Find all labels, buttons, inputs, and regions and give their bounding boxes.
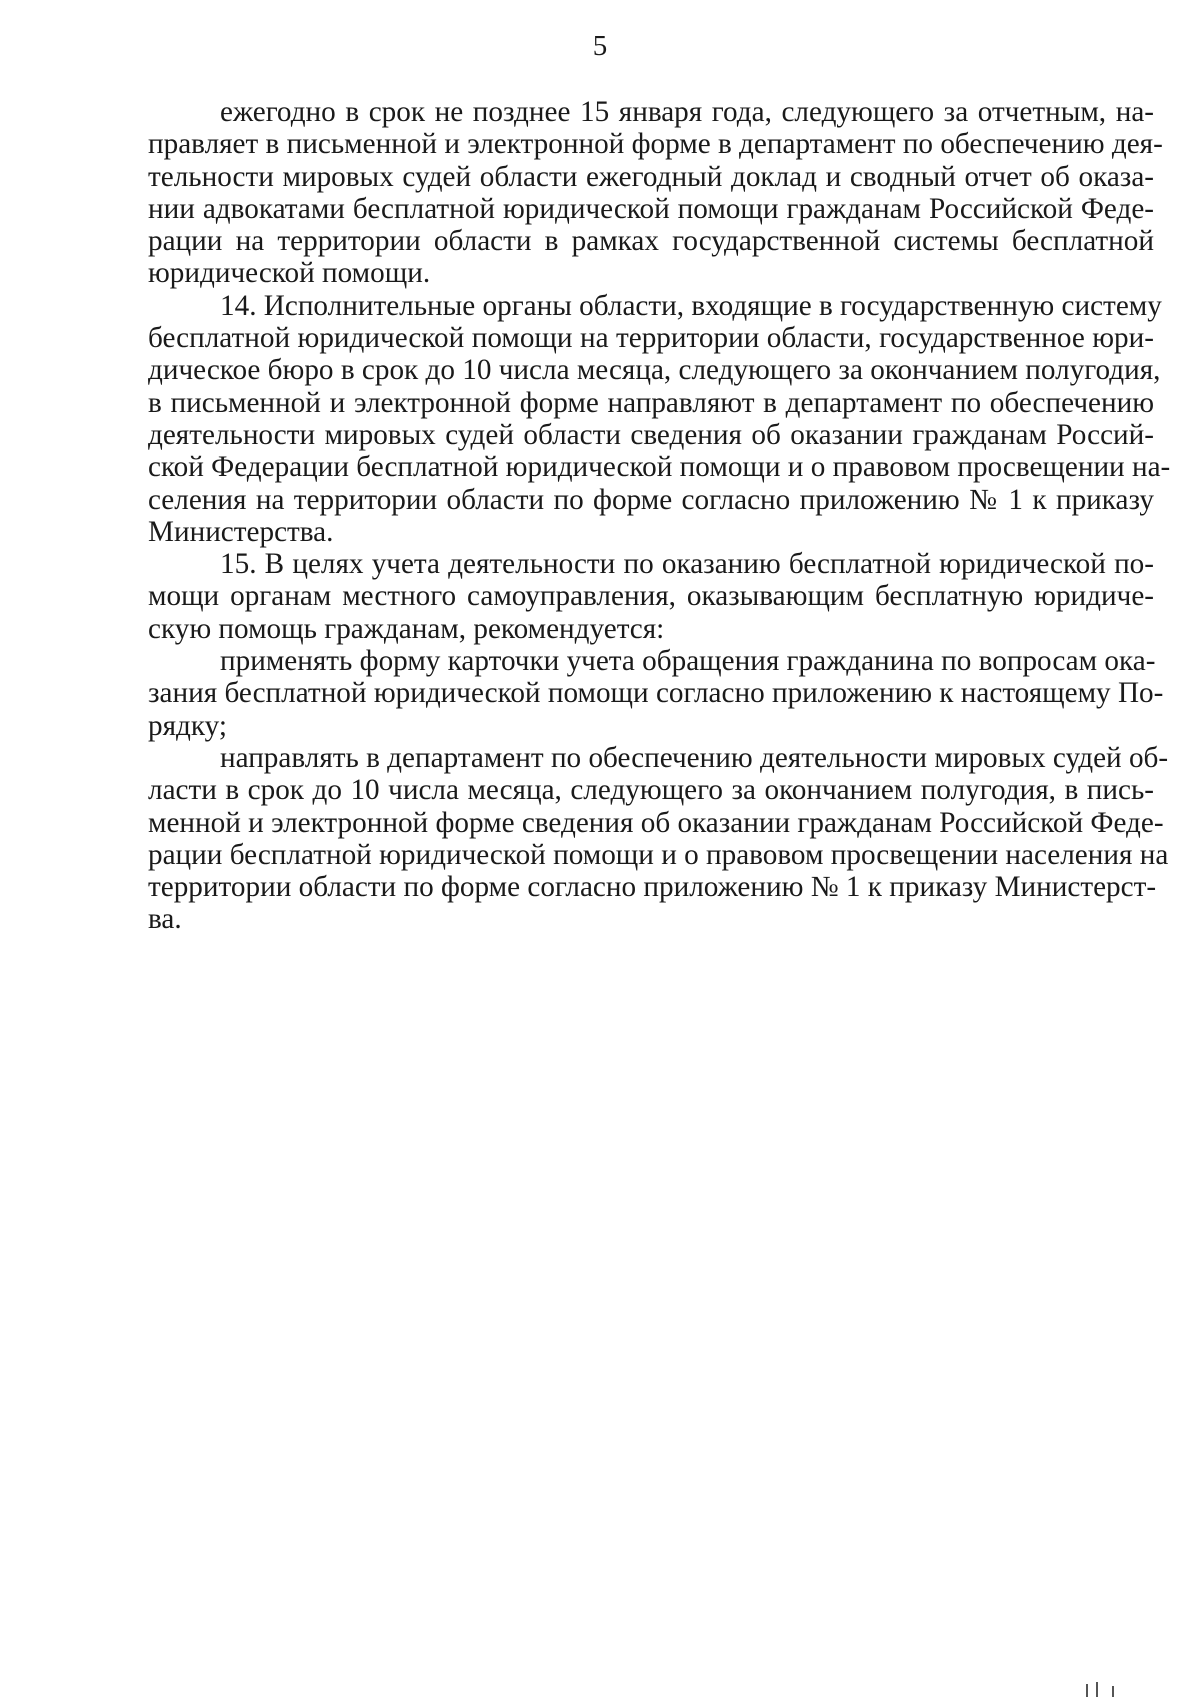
- scan-artifact: [1112, 1686, 1114, 1697]
- text-line: применять форму карточки учета обращения гражданина по вопросам ока-: [220, 645, 1156, 678]
- text-line: юридической помощи.: [148, 257, 431, 290]
- text-line: бесплатной юридической помощи на территории области, государственное юри-: [148, 322, 1154, 355]
- text-line: направлять в департамент по обеспечению деятельности мировых судей об-: [220, 741, 1169, 774]
- scan-artifact: [1096, 1682, 1098, 1697]
- text-line: селения на территории области по форме согласно приложению № 1 к приказу: [148, 483, 1154, 516]
- paragraph-p13-cont: [148, 96, 1163, 290]
- text-line: нии адвокатами бесплатной юридической помощи гражданам Российской Феде-: [148, 192, 1154, 225]
- text-line: мощи органам местного самоуправления, оказывающим бесплатную юридиче-: [148, 580, 1154, 613]
- text-line: рядку;: [148, 709, 227, 742]
- document-body: [148, 96, 1171, 936]
- text-line: ежегодно в срок не позднее 15 января года, следующего за отчетным, на-: [220, 96, 1154, 128]
- text-line: скую помощь гражданам, рекомендуется:: [148, 612, 665, 645]
- page-number: 5: [592, 30, 608, 62]
- paragraph-p15: [148, 548, 1154, 645]
- text-line: территории области по форме согласно приложению № 1 к приказу Министерст-: [148, 871, 1157, 904]
- text-line: ласти в срок до 10 числа месяца, следующего за окончанием полугодия, в пись-: [148, 774, 1154, 807]
- text-line: 14. Исполнительные органы области, входящие в государственную систему: [220, 289, 1162, 322]
- text-line: менной и электронной форме сведения об оказании гражданам Российской Феде-: [148, 806, 1164, 839]
- text-line: тельности мировых судей области ежегодный доклад и сводный отчет об оказа-: [148, 160, 1154, 193]
- text-line: зания бесплатной юридической помощи согласно приложению к настоящему По-: [148, 677, 1164, 710]
- text-line: ва.: [148, 903, 182, 936]
- text-line: ской Федерации бесплатной юридической помощи и о правовом просвещении на-: [148, 451, 1171, 484]
- text-line: 15. В целях учета деятельности по оказанию бесплатной юридической по-: [220, 548, 1154, 581]
- text-line: в письменной и электронной форме направляют в департамент по обеспечению: [148, 386, 1154, 419]
- text-line: Министерства.: [148, 515, 334, 548]
- text-line: деятельности мировых судей области сведения об оказании гражданам Россий-: [148, 418, 1154, 451]
- paragraph-p14: [148, 289, 1171, 548]
- scan-artifact: [1086, 1684, 1088, 1697]
- text-line: рации на территории области в рамках государственной системы бесплатной: [148, 225, 1154, 258]
- text-line: дическое бюро в срок до 10 числа месяца, следующего за окончанием полугодия,: [148, 354, 1161, 387]
- paragraph-p15-b: [148, 741, 1169, 936]
- text-line: рации бесплатной юридической помощи и о правовом просвещении населения на: [148, 838, 1169, 871]
- paragraph-p15-a: [148, 645, 1164, 742]
- text-line: правляет в письменной и электронной форме в департамент по обеспечению дея-: [148, 128, 1163, 161]
